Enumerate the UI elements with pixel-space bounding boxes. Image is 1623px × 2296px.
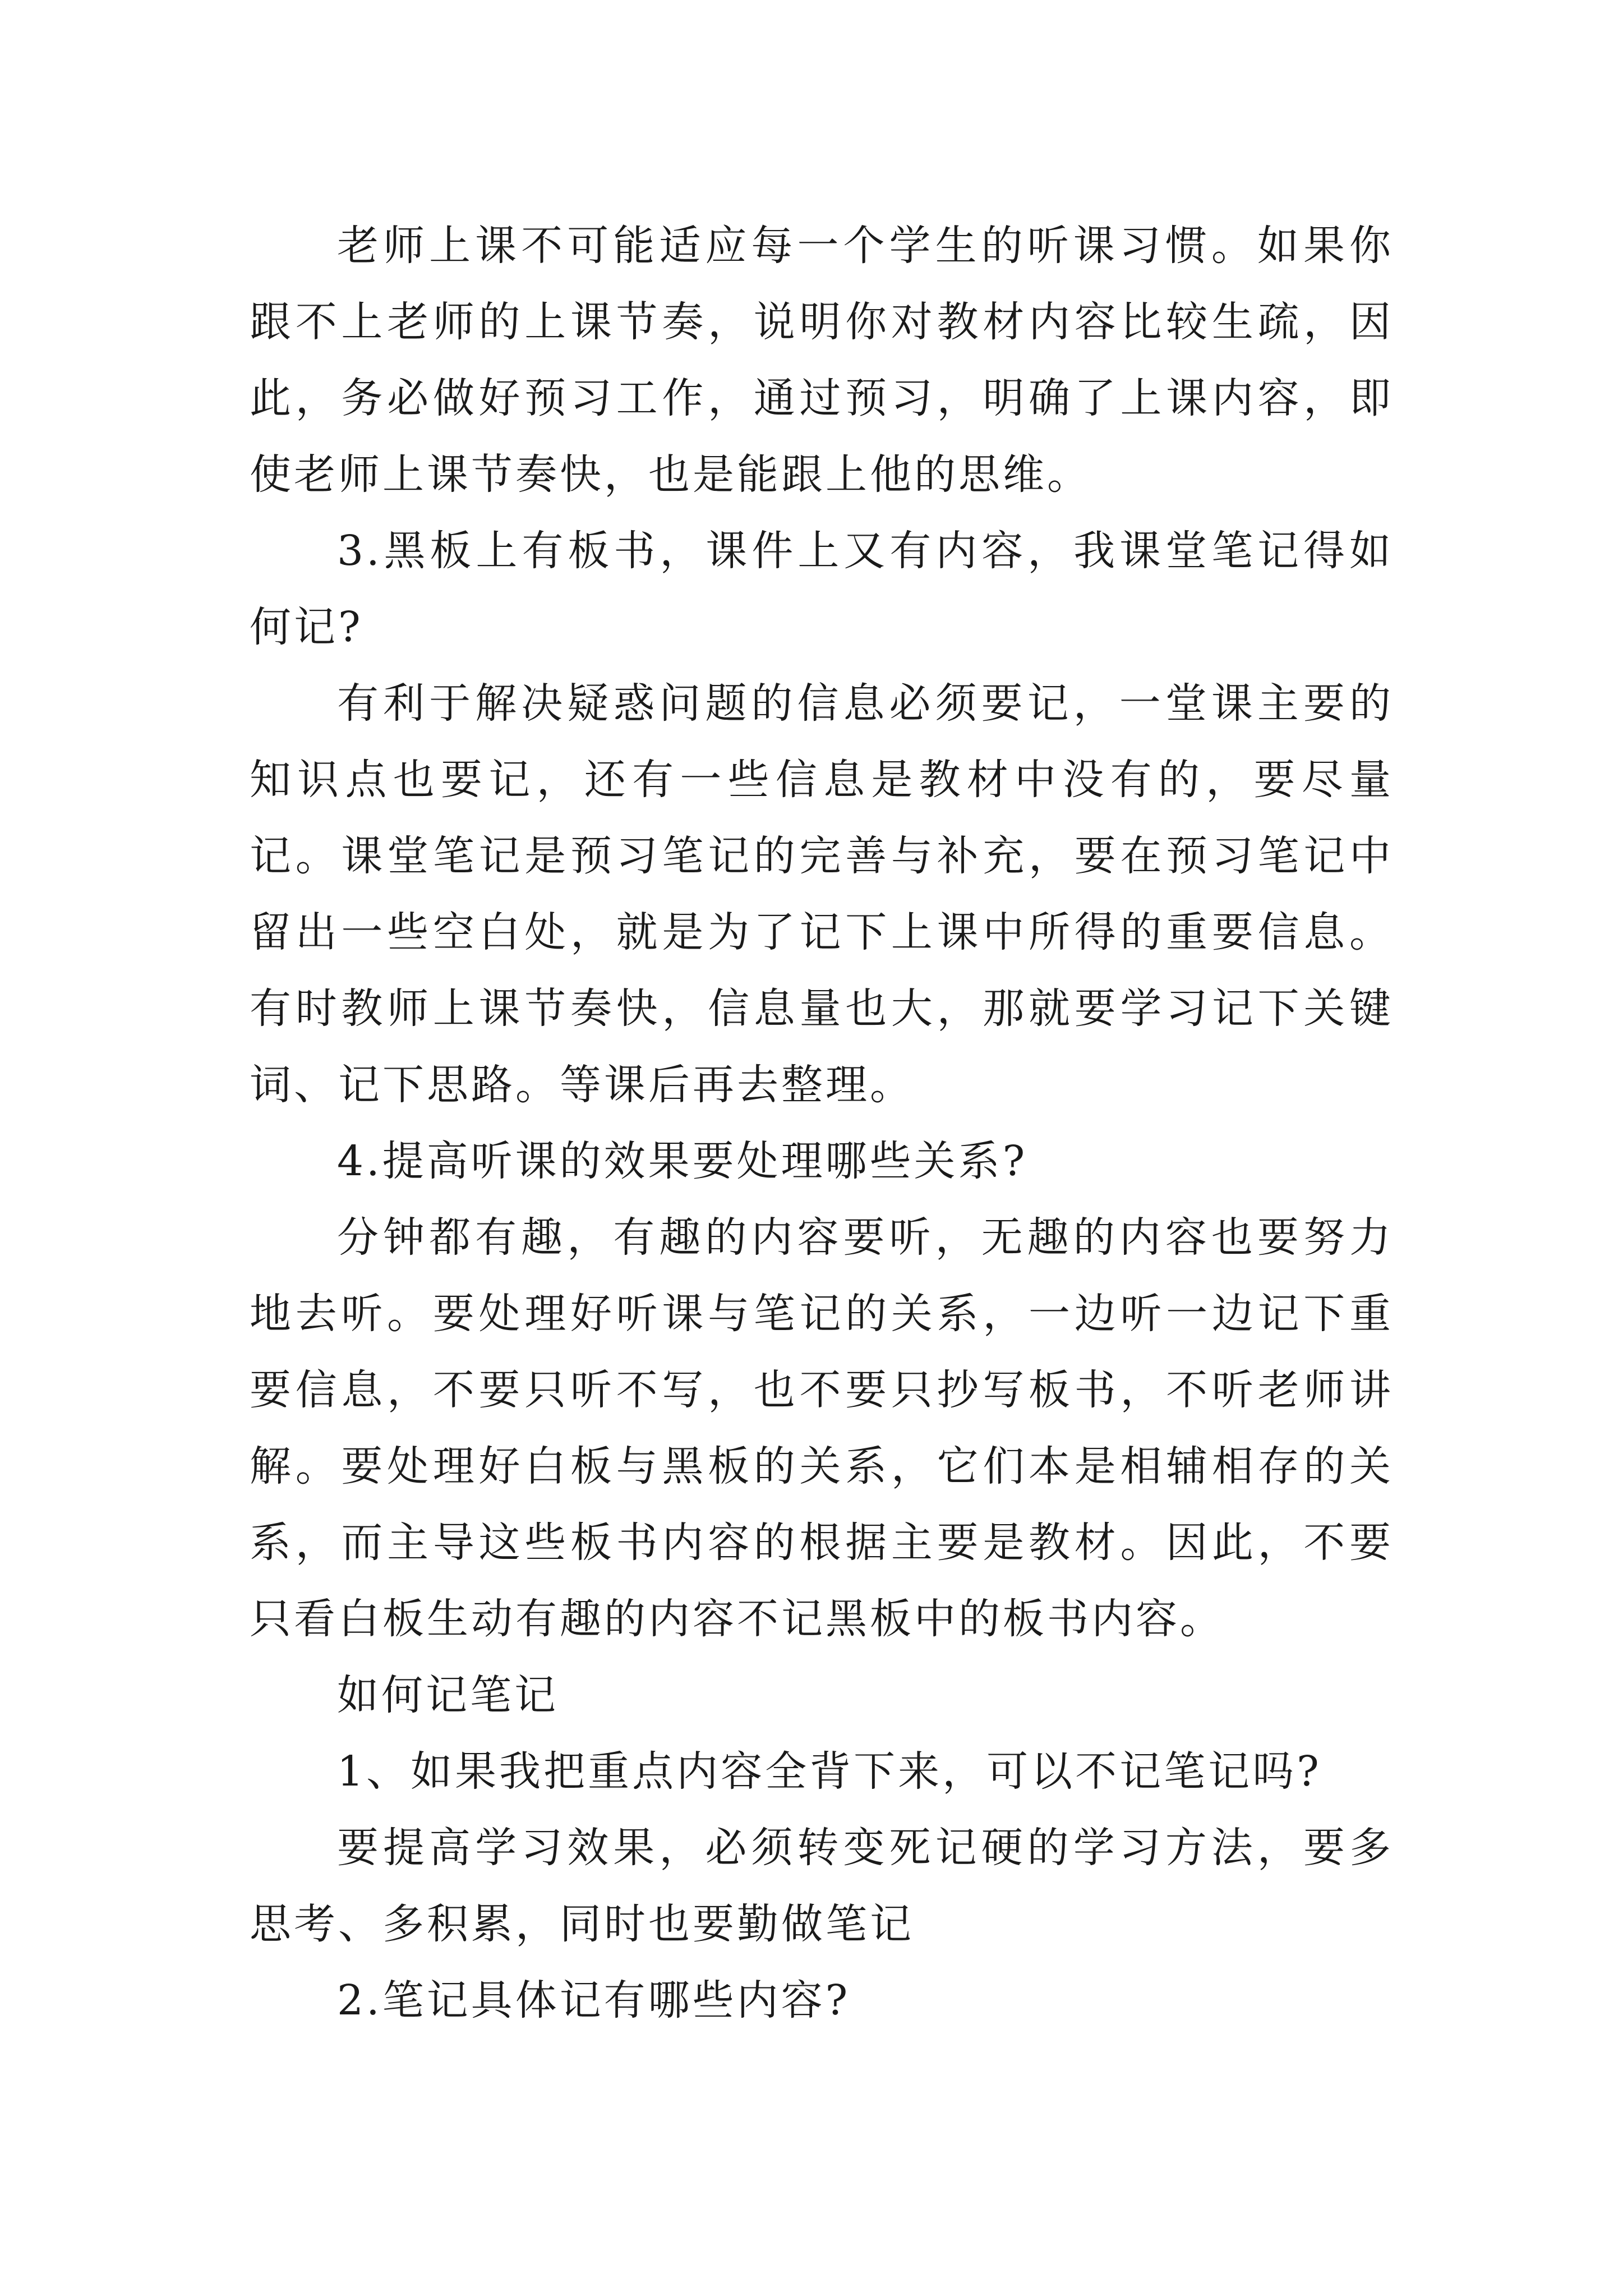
question-1-heading: 1、如果我把重点内容全背下来，可以不记笔记吗? xyxy=(337,1747,1322,1796)
paragraph-note-taking-content: 有利于解决疑惑问题的信息必须要记，一堂课主要的知识点也要记，还有一些信息是教材中没有的，要尽量记。课堂笔记是预习笔记的完善与补充，要在预习笔记中留出一些空白处，就是为了记下上课中所得的重要信息。有时教师上课节奏快，信息量也大，那就要学习记下关键词、记下思路。等课后再去整理。 xyxy=(250,679,1394,1109)
paragraph-listening-relations: 分钟都有趣，有趣的内容要听，无趣的内容也要努力地去听。要处理好听课与笔记的关系，一边听一边记下重要信息，不要只听不写，也不要只抄写板书，不听老师讲解。要处理好白板与黑板的关系，它们本是相辅相存的关系，而主导这些板书内容的根据主要是教材。因此，不要只看白板生动有趣的内容不记黑板中的板书内容。 xyxy=(250,1213,1394,1643)
paragraph-listening-habits: 老师上课不可能适应每一个学生的听课习惯。如果你跟不上老师的上课节奏，说明你对教材内容比较生疏，因此，务必做好预习工作，通过预习，明确了上课内容，即使老师上课节奏快，也是能跟上他的思维。 xyxy=(250,222,1394,499)
question-3-heading: 3.黑板上有板书，课件上又有内容，我课堂笔记得如何记? xyxy=(250,527,1394,651)
document-body xyxy=(250,208,1394,2039)
paragraph-learning-method: 要提高学习效果，必须转变死记硬的学习方法，要多思考、多积累，同时也要勤做笔记 xyxy=(250,1824,1394,1948)
question-2-heading: 2.笔记具体记有哪些内容? xyxy=(337,1976,851,2024)
section-heading-how-to-take-notes: 如何记笔记 xyxy=(337,1671,559,1719)
question-4-heading: 4.提高听课的效果要处理哪些关系? xyxy=(337,1137,1028,1185)
